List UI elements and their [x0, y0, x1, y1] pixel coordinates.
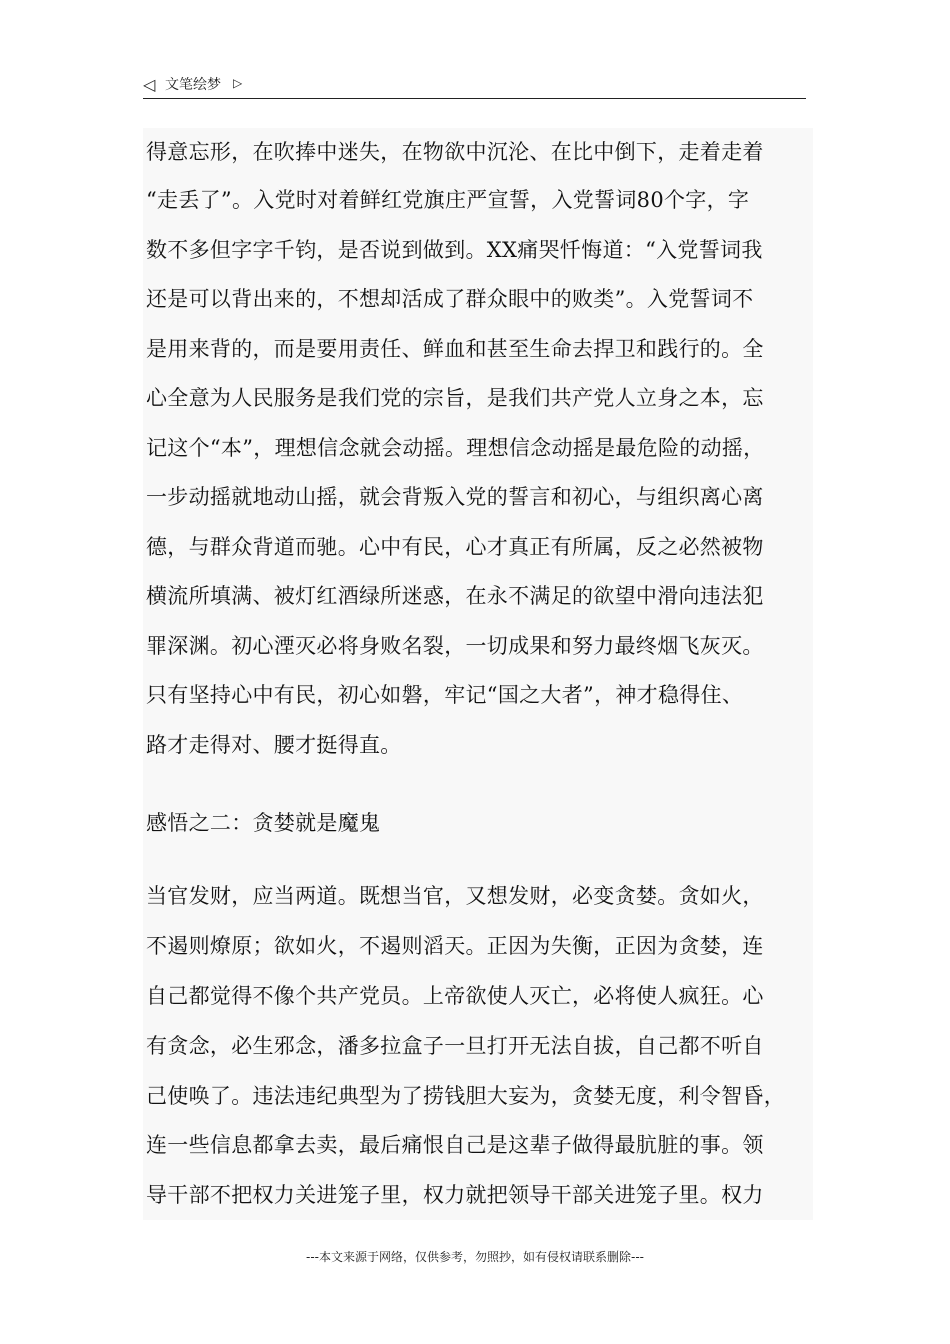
paragraph1-line: 德，与群众背道而驰。心中有民，心才真正有所属，反之必然被物: [146, 535, 764, 559]
paragraph1-line: 记这个“本”，理想信念就会动摇。理想信念动摇是最危险的动摇，: [146, 436, 765, 460]
right-triangle-icon: ▷: [233, 76, 243, 90]
paragraph1-line: 路才走得对、腰才挺得直。: [146, 733, 402, 757]
paragraph2-line: 己使唤了。违法违纪典型为了捞钱胆大妄为，贪婪无度，利令智昏，: [146, 1084, 785, 1108]
document-body: [143, 128, 813, 1220]
paragraph2-line: 连一些信息都拿去卖，最后痛恨自己是这辈子做得最肮脏的事。领: [146, 1133, 764, 1157]
paragraph1-line: 是用来背的，而是要用责任、鲜血和甚至生命去捍卫和践行的。全: [146, 337, 764, 361]
section-heading: 感悟之二：贪婪就是魔鬼: [146, 811, 381, 835]
page-header: [143, 70, 806, 99]
paragraph2-line: 不遏则燎原；欲如火，不遏则滔天。正因为失衡，正因为贪婪，连: [146, 934, 764, 958]
paragraph2-line: 自己都觉得不像个共产党员。上帝欲使人灭亡，必将使人疯狂。心: [146, 984, 764, 1008]
header-title: 文笔绘梦: [165, 77, 221, 93]
paragraph2-line: 有贪念，必生邪念，潘多拉盒子一旦打开无法自拔，自己都不听自: [146, 1034, 764, 1058]
paragraph2-line: 当官发财，应当两道。既想当官，又想发财，必变贪婪。贪如火，: [146, 884, 764, 908]
paragraph1-line: 心全意为人民服务是我们党的宗旨，是我们共产党人立身之本，忘: [146, 386, 764, 410]
paragraph1-line: 只有坚持心中有民，初心如磐，牢记“国之大者”，神才稳得住、: [146, 683, 744, 707]
paragraph1-line: 数不多但字字千钧，是否说到做到。XX痛哭忏悔道：“入党誓词我: [146, 238, 763, 262]
paragraph2-line: 导干部不把权力关进笼子里，权力就把领导干部关进笼子里。权力: [146, 1183, 764, 1207]
paragraph1-line: 得意忘形，在吹捧中迷失，在物欲中沉沦、在比中倒下，走着走着: [146, 140, 764, 164]
paragraph1-line: 一步动摇就地动山摇，就会背叛入党的誓言和初心，与组织离心离: [146, 485, 764, 509]
paragraph1-line: 罪深渊。初心湮灭必将身败名裂，一切成果和努力最终烟飞灰灭。: [146, 634, 764, 658]
paragraph1-line: “走丢了”。入党时对着鲜红党旗庄严宣誓，入党誓词80个字，字: [146, 188, 750, 212]
paragraph1-line: 横流所填满、被灯红酒绿所迷惑，在永不满足的欲望中滑向违法犯: [146, 584, 764, 608]
page-footer: ---本文来源于网络，仅供参考，勿照抄，如有侵权请联系删除---: [306, 1250, 644, 1264]
paragraph1-line: 还是可以背出来的，不想却活成了群众眼中的败类”。入党誓词不: [146, 287, 754, 311]
left-triangle-icon: ◁: [143, 75, 156, 94]
